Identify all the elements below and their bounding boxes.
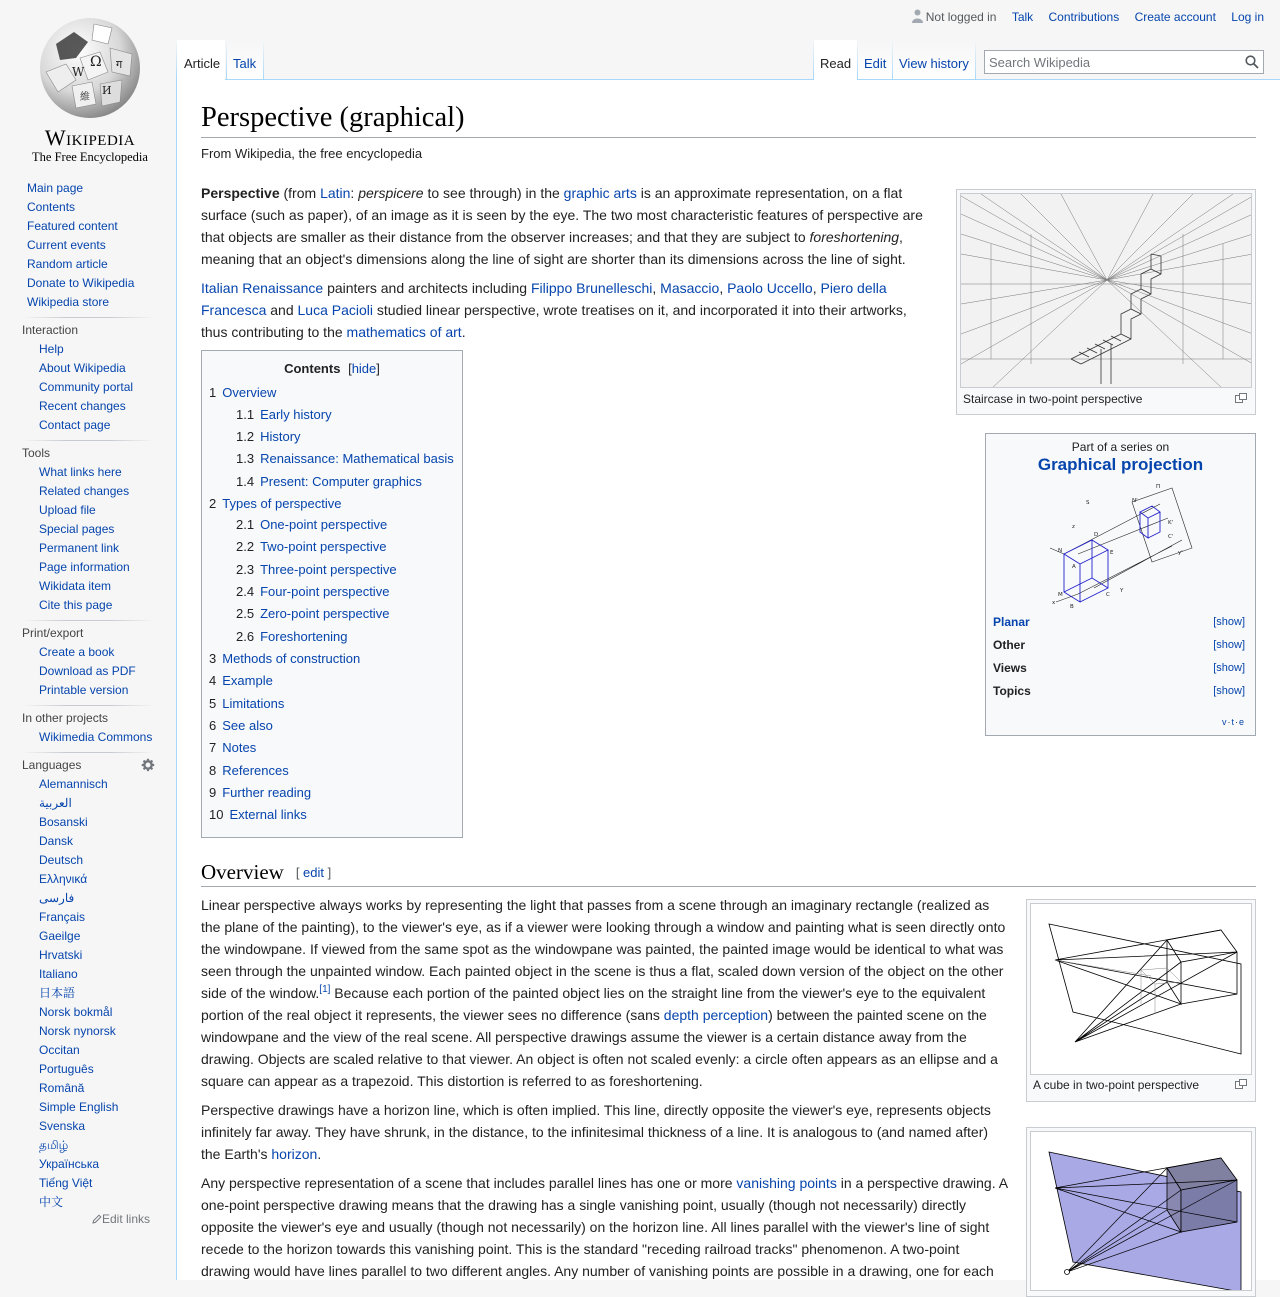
language-link[interactable]: Deutsch	[39, 853, 84, 867]
nav-interaction	[22, 321, 155, 435]
logo-tagline: The Free Encyclopedia	[32, 150, 148, 164]
para-text: studied linear perspective, wrote treatises on it, and incorporated it into their artworks, thus contributing to the	[201, 302, 907, 340]
link-luca-pacioli[interactable]: Luca Pacioli	[297, 302, 373, 318]
tab-view-history-label: View history	[899, 56, 969, 71]
toc-item-number: 1.1	[236, 407, 255, 422]
nav-separator	[22, 620, 155, 621]
nav-contact-page[interactable]: Contact page	[39, 418, 111, 432]
para-text: .	[317, 1146, 322, 1162]
link-graphic-arts[interactable]: graphic arts	[563, 185, 637, 201]
nav-page-information[interactable]: Page information	[39, 560, 130, 574]
tab-separator	[263, 40, 264, 80]
vte-view-link[interactable]: v	[1221, 717, 1228, 727]
toc-item-number: 2	[209, 496, 217, 511]
link-mathematics-of-art[interactable]: mathematics of art	[346, 324, 462, 340]
projection-diagram[interactable]	[1048, 484, 1198, 612]
nav-print	[22, 624, 155, 700]
link-italian-renaissance[interactable]: Italian Renaissance	[201, 280, 324, 296]
toc-item[interactable]	[236, 583, 389, 601]
language-link[interactable]: Norsk bokmål	[39, 1005, 113, 1019]
section-heading-text: Overview	[201, 860, 284, 884]
series-row-topics[interactable]	[993, 684, 1247, 702]
link-uccello[interactable]: Paolo Uccello	[727, 280, 813, 296]
login-link[interactable]: Log in	[1231, 10, 1264, 24]
link-brunelleschi[interactable]: Filippo Brunelleschi	[530, 280, 653, 296]
toc-item-label[interactable]: History	[260, 429, 301, 444]
user-icon	[912, 9, 923, 23]
nav-related-changes[interactable]: Related changes	[39, 484, 130, 498]
intro-text: to see through) in the	[423, 185, 564, 201]
toc-item-label[interactable]: Further reading	[222, 785, 312, 800]
tab-article-label: Article	[184, 56, 221, 71]
para-text: painters and architects including	[323, 280, 531, 296]
tab-edit[interactable]	[858, 40, 892, 80]
toc-item-label[interactable]: Early history	[260, 407, 332, 422]
language-link[interactable]: Bosanski	[39, 815, 88, 829]
language-link[interactable]: Occitan	[39, 1043, 80, 1057]
svg-text:C: C	[1106, 592, 1110, 598]
toc-item-number: 2.1	[236, 517, 255, 532]
toc-item-number: 1.2	[236, 429, 255, 444]
toc-item[interactable]	[209, 784, 311, 802]
nav-printable-version[interactable]: Printable version	[39, 683, 129, 697]
vte-edit-link[interactable]: e	[1238, 717, 1245, 727]
overview-paragraph-2	[201, 1099, 1009, 1165]
overview-paragraph-1	[201, 894, 1009, 1092]
toc-item-number: 1.3	[236, 451, 255, 466]
toc-item-label[interactable]: Notes	[222, 740, 257, 755]
toc-item-label[interactable]: Types of perspective	[222, 496, 342, 511]
svg-text:C': C'	[1168, 534, 1174, 540]
toc-item-label[interactable]: Renaissance: Mathematical basis	[260, 451, 454, 466]
nav-projects	[22, 709, 155, 747]
nav-featured-content[interactable]: Featured content	[27, 219, 118, 233]
toc-item-number: 3	[209, 651, 217, 666]
para-text: ,	[812, 280, 821, 296]
toc-item-number: 1.4	[236, 474, 255, 489]
toc-heading: Contents	[284, 361, 341, 376]
nav-recent-changes[interactable]: Recent changes	[39, 399, 126, 413]
series-show-toggle[interactable]: [show]	[1213, 616, 1245, 628]
toc-item-number: 2.3	[236, 562, 255, 577]
intro-foreshortening: foreshortening	[809, 229, 900, 245]
language-link[interactable]: Tiếng Việt	[39, 1176, 93, 1190]
language-link[interactable]: Hrvatski	[39, 948, 83, 962]
nav-main	[22, 179, 155, 312]
nav-main-page[interactable]: Main page	[27, 181, 84, 195]
nav-create-book[interactable]: Create a book	[39, 645, 115, 659]
search-input[interactable]	[985, 51, 1235, 73]
intro-text: , meaning that an object's dimensions along the line of sight are shorter than its dimensions across the line of sight.	[201, 229, 906, 267]
personal-contributions-link[interactable]: Contributions	[1048, 10, 1120, 24]
toc-item[interactable]	[209, 695, 284, 713]
svg-text:N: N	[1058, 548, 1063, 554]
staircase-drawing	[961, 194, 1252, 388]
toc-item-label[interactable]: Limitations	[222, 696, 285, 711]
para-text: Any perspective representation of a scene that includes parallel lines has one or more	[201, 1175, 737, 1191]
figure-cube	[1026, 899, 1256, 1102]
toc-item[interactable]	[236, 428, 301, 446]
language-link[interactable]: Gaeilge	[39, 929, 81, 943]
nav-wikimedia-commons[interactable]: Wikimedia Commons	[39, 730, 153, 744]
nav-languages-heading: Languages	[22, 758, 82, 772]
navbox-vte: v·t·e	[1221, 717, 1245, 727]
svg-text:B: B	[1070, 604, 1074, 610]
language-link[interactable]: Українська	[39, 1157, 100, 1171]
para-text: Because each portion of the painted object lies on the straight line from the viewer's eye to the equivalent portion of the real object it represents, the viewer sees no difference (sans	[201, 985, 986, 1023]
language-list	[22, 775, 155, 1212]
toc-item[interactable]	[209, 739, 256, 757]
tab-active-underline	[814, 79, 857, 80]
tab-view-history[interactable]	[893, 40, 975, 80]
toc-item-number: 6	[209, 718, 217, 733]
toc-item-label[interactable]: See also	[222, 718, 273, 733]
para-text: in a perspective drawing. A one-point perspective drawing means that the drawing has a single vanishing point, usually (though not necessarily) directly opposite the viewer's eye and usually (though not necessarily) on the horizon line. All lines parallel with the viewer's line of sight recede to the horizon towards this vanishing point. This is the standard "receding railroad tracks" phenomenon. A two-point drawing would have lines parallel to two different angles. Any number of vanishing points are possible in a drawing, one for each	[201, 1175, 1008, 1279]
tab-read[interactable]	[814, 40, 857, 80]
toc-item-number: 7	[209, 740, 217, 755]
toc-item[interactable]	[209, 717, 273, 735]
para-text: ,	[719, 280, 728, 296]
renaissance-paragraph	[201, 277, 926, 343]
tab-read-label: Read	[820, 56, 852, 71]
personal-tools	[912, 9, 1264, 25]
toc-item-label[interactable]: Four-point perspective	[260, 584, 390, 599]
series-row-label: Topics	[993, 684, 1031, 698]
language-link[interactable]: العربية	[39, 796, 72, 810]
figure-caption: Staircase in two-point perspective	[963, 392, 1143, 406]
not-logged-in	[912, 10, 1000, 24]
vte-talk-link[interactable]: t	[1231, 717, 1235, 727]
toc-item[interactable]	[209, 672, 273, 690]
magnify-icon[interactable]	[1235, 1079, 1247, 1089]
toc-item-number: 2.5	[236, 606, 255, 621]
toc-item[interactable]	[209, 806, 307, 824]
series-row-label[interactable]: Planar	[993, 615, 1030, 629]
tab-active-underline	[177, 79, 225, 80]
nav-tools-heading: Tools	[22, 446, 51, 460]
series-row-label: Views	[993, 661, 1027, 675]
svg-text:ग: ग	[116, 58, 123, 71]
language-link[interactable]: Français	[39, 910, 86, 924]
nav-what-links-here[interactable]: What links here	[39, 465, 122, 479]
not-logged-in-label: Not logged in	[925, 10, 997, 24]
language-link[interactable]: Dansk	[39, 834, 74, 848]
reference-link[interactable]: [1]	[319, 984, 331, 995]
wikipedia-globe-icon	[36, 14, 144, 122]
projection-plane-image[interactable]	[1030, 1131, 1252, 1291]
para-text: Perspective drawings have a horizon line, which is often implied. This line, directly opposite the viewer's eye, represents objects infinitely far away. They have shrunk, in the distance, to the infinitesimal thickness of a line. It is analogous to (and named after) the Earth's	[201, 1102, 991, 1162]
series-show-toggle[interactable]: [show]	[1213, 685, 1245, 697]
svg-text:Y: Y	[1120, 588, 1124, 594]
toc-item-label[interactable]: One-point perspective	[260, 517, 388, 532]
language-link[interactable]: 日本語	[39, 986, 76, 1000]
toc-title	[202, 361, 462, 376]
search-icon[interactable]	[1245, 55, 1259, 69]
toc-item-number: 2.4	[236, 584, 255, 599]
series-row-other[interactable]	[993, 638, 1247, 656]
toc-item[interactable]	[236, 516, 387, 534]
nav-separator	[22, 317, 155, 318]
section-heading-overview	[201, 860, 1256, 887]
toc-item[interactable]	[209, 650, 360, 668]
toc-item-label[interactable]: Example	[222, 673, 273, 688]
nav-interaction-heading: Interaction	[22, 323, 79, 337]
series-row-planar[interactable]	[993, 615, 1247, 633]
nav-cite-this-page[interactable]: Cite this page	[39, 598, 113, 612]
toc-item-label[interactable]: Overview	[222, 385, 277, 400]
series-title[interactable]: Graphical projection	[1037, 455, 1204, 474]
nav-permanent-link[interactable]: Permanent link	[39, 541, 120, 555]
link-depth-perception[interactable]: depth perception	[663, 1007, 769, 1023]
table-of-contents	[201, 350, 463, 838]
intro-text: :	[350, 185, 359, 201]
intro-perspicere: perspicere	[358, 185, 424, 201]
para-text: and	[266, 302, 298, 318]
link-masaccio[interactable]: Masaccio	[660, 280, 720, 296]
page-subtitle: From Wikipedia, the free encyclopedia	[201, 146, 423, 161]
nav-special-pages[interactable]: Special pages	[39, 522, 115, 536]
link-horizon[interactable]: horizon	[271, 1146, 318, 1162]
toc-item-label[interactable]: External links	[229, 807, 307, 822]
series-show-toggle[interactable]: [show]	[1213, 639, 1245, 651]
search-box	[984, 50, 1264, 74]
svg-text:A: A	[1072, 564, 1076, 570]
language-link[interactable]: தமிழ்	[39, 1138, 69, 1152]
toc-item-number: 2.6	[236, 629, 255, 644]
svg-text:Π: Π	[1156, 484, 1161, 490]
language-link[interactable]: Norsk nynorsk	[39, 1024, 116, 1038]
toc-item-number: 1	[209, 385, 217, 400]
toc-item-label[interactable]: References	[222, 763, 289, 778]
nav-download-pdf[interactable]: Download as PDF	[39, 664, 136, 678]
nav-separator	[22, 705, 155, 706]
para-text: Linear perspective always works by representing the light that passes from a scene through an imaginary rectangle (realized as the plane of the painting), to the viewer's eye, as if a viewer were looking through a window and painting what is seen directly onto the windowpane. If viewed from the same spot as the windowpane was painted, the painted image would be identical to what was seen through the unpainted window. Each painted object in the scene is thus a flat, scaled down version of the object on the other side of the window.	[201, 897, 1006, 1001]
figure-projection-plane	[1026, 1127, 1256, 1297]
nav-about[interactable]: About Wikipedia	[39, 361, 126, 375]
staircase-image[interactable]	[960, 193, 1252, 388]
intro-text: (from	[279, 185, 321, 201]
series-navbox	[985, 433, 1256, 736]
nav-upload-file[interactable]: Upload file	[39, 503, 96, 517]
create-account-link[interactable]: Create account	[1134, 10, 1216, 24]
toc-item-number: 5	[209, 696, 217, 711]
toc-item-label[interactable]: Methods of construction	[222, 651, 361, 666]
section-edit: [ edit ]	[295, 865, 332, 880]
language-link[interactable]: Simple English	[39, 1100, 119, 1114]
svg-text:z: z	[1072, 524, 1075, 530]
toc-item-number: 9	[209, 785, 217, 800]
nav-separator	[22, 440, 155, 441]
toc-item[interactable]	[236, 538, 387, 556]
toc-hide-link[interactable]: hide	[351, 361, 377, 376]
wikipedia-logo[interactable]	[22, 12, 158, 164]
series-row-label: Other	[993, 638, 1026, 652]
tab-separator	[975, 40, 976, 80]
toc-item-label[interactable]: Two-point perspective	[260, 539, 387, 554]
link-piero-della-francesca[interactable]: Piero della Francesca	[201, 280, 887, 318]
cube-drawing	[1031, 904, 1252, 1075]
toc-hide-toggle[interactable]: [hide]	[348, 361, 380, 376]
cube-image[interactable]	[1030, 903, 1252, 1075]
intro-term: Perspective	[201, 185, 280, 201]
toc-item-label[interactable]: Present: Computer graphics	[260, 474, 422, 489]
tab-talk[interactable]	[227, 40, 263, 80]
nav-community-portal[interactable]: Community portal	[39, 380, 134, 394]
page-title: Perspective (graphical)	[201, 100, 1256, 138]
language-link[interactable]: Română	[39, 1081, 85, 1095]
toc-item-label[interactable]: Zero-point perspective	[260, 606, 390, 621]
nav-contents[interactable]: Contents	[27, 200, 76, 214]
edit-links-label: Edit links	[102, 1212, 151, 1226]
svg-text:M: M	[1058, 592, 1063, 598]
language-link[interactable]: فارسی	[39, 891, 75, 905]
language-link[interactable]: Ελληνικά	[39, 872, 88, 886]
series-show-toggle[interactable]: [show]	[1213, 662, 1245, 674]
figure-caption: A cube in two-point perspective	[1033, 1078, 1200, 1092]
para-text: .	[461, 324, 466, 340]
nav-current-events[interactable]: Current events	[27, 238, 106, 252]
tab-article[interactable]	[177, 40, 225, 80]
language-link[interactable]: Svenska	[39, 1119, 86, 1133]
toc-item[interactable]	[236, 406, 332, 424]
toc-item[interactable]	[236, 605, 389, 623]
svg-text:N': N'	[1132, 498, 1138, 504]
para-text: ) between the painted scene on the windowpane and the view of the real scene. All perspective drawings assume the viewer is a certain distance away from the drawing. Objects are scaled relative to that viewer. An object is often not scaled evenly: a circle often appears as an ellipse and a square can appear as a trapezoid. This distortion is referred to as foreshortening.	[201, 1007, 998, 1089]
language-settings-gear-icon[interactable]	[141, 758, 155, 772]
svg-text:維: 維	[80, 92, 90, 103]
svg-text:S: S	[1086, 500, 1090, 506]
logo-wordmark: Wikipedia	[44, 125, 136, 150]
pencil-icon	[92, 1214, 102, 1224]
link-latin[interactable]: Latin	[320, 185, 351, 201]
toc-item-number: 10	[209, 807, 224, 822]
series-row-views[interactable]	[993, 661, 1247, 679]
para-text: ,	[652, 280, 661, 296]
svg-text:Ω: Ω	[90, 54, 102, 70]
nav-separator	[22, 752, 155, 753]
svg-text:x: x	[1052, 600, 1056, 606]
toc-item[interactable]	[209, 384, 276, 402]
svg-text:K': K'	[1168, 520, 1174, 526]
projection-plane-drawing	[1031, 1132, 1252, 1291]
language-link[interactable]: 中文	[39, 1195, 64, 1209]
series-pre: Part of a series on	[1071, 440, 1170, 454]
nav-projects-heading: In other projects	[22, 711, 109, 725]
toc-item-number: 8	[209, 763, 217, 778]
svg-text:E: E	[1110, 550, 1114, 556]
toc-item[interactable]	[236, 628, 348, 646]
language-link[interactable]: Português	[39, 1062, 94, 1076]
toc-item-number: 4	[209, 673, 217, 688]
intro-text: is an approximate representation, on a flat surface (such as paper), of an image as it is seen by the eye. The two most characteristic features of perspective are that objects are smaller as their distance from the observer increases; and that they are subject to	[201, 185, 923, 245]
language-link[interactable]: Italiano	[39, 967, 78, 981]
language-link[interactable]: Alemannisch	[39, 777, 108, 791]
toc-item[interactable]	[236, 561, 397, 579]
nav-wikidata-item[interactable]: Wikidata item	[39, 579, 112, 593]
svg-text:D: D	[1094, 532, 1099, 538]
tab-edit-label: Edit	[864, 56, 887, 71]
svg-text:W: W	[72, 65, 85, 79]
nav-languages	[22, 756, 155, 1212]
toc-item-label[interactable]: Foreshortening	[260, 629, 348, 644]
link-vanishing-points[interactable]: vanishing points	[736, 1175, 837, 1191]
edit-links[interactable]	[92, 1212, 150, 1226]
personal-talk-link[interactable]: Talk	[1011, 10, 1034, 24]
nav-help[interactable]: Help	[39, 342, 64, 356]
toc-item-number: 2.2	[236, 539, 255, 554]
toc-item[interactable]	[236, 450, 454, 468]
toc-item[interactable]	[209, 762, 289, 780]
nav-donate[interactable]: Donate to Wikipedia	[27, 276, 135, 290]
figure-staircase	[956, 189, 1256, 415]
toc-item[interactable]	[209, 495, 341, 513]
section-edit-link[interactable]: edit	[303, 865, 325, 880]
intro-paragraph	[201, 182, 926, 270]
nav-tools	[22, 444, 155, 615]
svg-text:y': y'	[1178, 550, 1183, 556]
magnify-icon[interactable]	[1235, 393, 1247, 403]
toc-item[interactable]	[236, 473, 422, 491]
tab-talk-label: Talk	[233, 56, 257, 71]
nav-print-heading: Print/export	[22, 626, 84, 640]
svg-text:И: И	[102, 84, 112, 97]
nav-store[interactable]: Wikipedia store	[27, 295, 110, 309]
toc-item-label[interactable]: Three-point perspective	[260, 562, 397, 577]
nav-random-article[interactable]: Random article	[27, 257, 108, 271]
overview-paragraph-3	[201, 1172, 1009, 1282]
